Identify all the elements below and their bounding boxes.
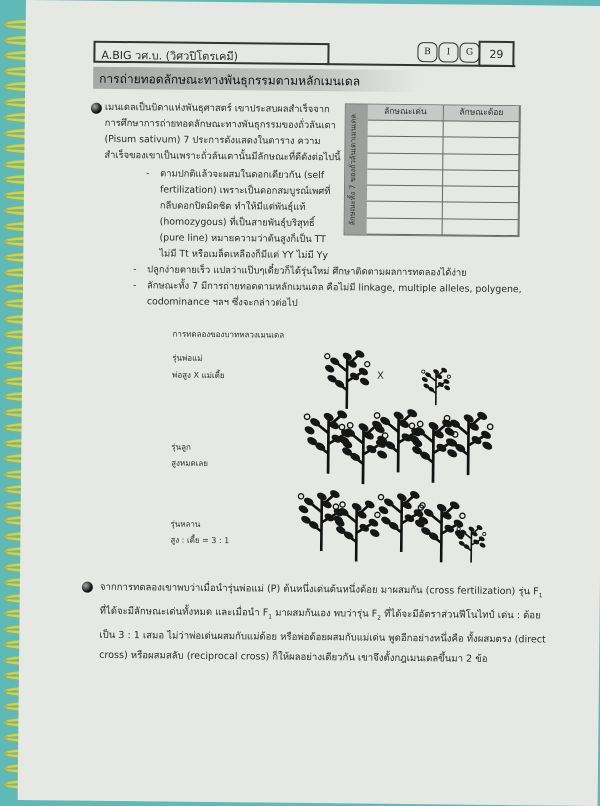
conclusion-block: [99, 578, 552, 671]
list-item: - ลักษณะทั้ง 7 มีการถ่ายทอดตามหลักเมนเดล คือไม่มี linkage, multiple alleles, polygene, codominance ฯลฯ ซึ่งจะกล่าวต่อไป: [133, 278, 553, 314]
table-side-label: ลักษณะทั้ง 7 ของถั่วลันเตาเมนเดล: [345, 104, 368, 234]
intro-block: [104, 100, 345, 167]
list-item: - ปลูกง่ายตายเร็ว แปลว่าแป๊บๆเดี๋ยวก็ได้รุ่นใหม่ ศึกษาติดตามผลการทดลองได้ง่าย: [133, 262, 553, 282]
pea-plant-icon: [455, 523, 487, 563]
list-item: - ตามปกติแล้วจะผสมในดอกเดียวกัน (self fertilization) เพราะเป็นดอกสมบูรณ์เพศที่กลีบดอกปิดมิดชิด ทำให้มีแต่พันธุ์แท้ (homozygous) ที่เป็นสายพันธุ์บริสุทธิ์ (pure line) หมายความว่าต้นสูงก็เป็น TT ไม่มี Tt หรือเมล็ดเหลืองก็มีแต่ YY ไม่มี Yy: [145, 166, 341, 264]
subscript: 1: [538, 592, 543, 600]
gen-f1-desc: สูงหมดเลย: [171, 458, 209, 468]
logo-hex-g: G: [459, 43, 479, 63]
text-run: มาผสมกันเอง พบว่ารุ่น F: [272, 607, 378, 620]
traits-list: [145, 166, 341, 264]
pea-plant-icon: [441, 407, 496, 475]
header-dominant: ลักษณะเด่น: [368, 105, 444, 122]
section-title: การถ่ายทอดลักษณะทางพันธุกรรมตามหลักเมนเดล: [93, 67, 419, 92]
gen-f2-label: รุ่นหลาน: [170, 519, 201, 529]
page-number: 29: [478, 41, 514, 67]
traits-list-continued: [133, 262, 553, 314]
conclusion-paragraph: [99, 578, 552, 671]
subscript: 1: [268, 613, 273, 621]
cross-symbol: X: [377, 370, 384, 382]
bullet-icon: [82, 582, 93, 593]
text-run: ที่ได้จะมีอัตราส่วนฟีโนไทป์ เด่น : ด้อย เป็น 3 : 1 เสมอ ไม่ว่าพ่อเด่นผสมกับแม่ด้อย หรือพ่อด้อยผสมกับแม่เด่น พูดอีกอย่างหนึ่งคือ ทั้งผสมตรง (direct cross) หรือผสมสลับ (reciprocal cross) ก็ให้ผลอย่างเดียวกัน เขาจึงตั้งกฎเมนเดลขึ้นมา 2 ข้อ: [99, 608, 546, 665]
logo-hex-i: I: [438, 42, 458, 62]
pea-plant-icon: [322, 346, 373, 409]
pea-plant-icon: [420, 365, 452, 405]
header-title: A.BIG วศ.บ. (วิศวปิโตรเคมี): [93, 41, 329, 65]
diagram-title: การทดลองของบาทหลวงเมนเดล: [172, 329, 285, 340]
big-logo: [417, 42, 479, 63]
text-run: จากการทดลองเขาพบว่าเมื่อนำรุ่นพ่อแม่ (P) ต้นหนึ่งเด่นต้นหนึ่งด้อย มาผสมกัน (cross fertilization) รุ่น F: [99, 581, 539, 598]
book-page: [18, 0, 600, 806]
gen-f1-label: รุ่นลูก: [171, 442, 191, 452]
gen-p-desc: พ่อสูง X แม่เตี้ย: [172, 370, 225, 381]
content-column: [99, 100, 557, 671]
logo-hex-b: B: [417, 42, 437, 62]
gen-p-label: รุ่นพ่อแม่: [172, 353, 203, 363]
header-recessive: ลักษณะด้อย: [444, 105, 520, 122]
mendel-experiment-diagram: [170, 325, 552, 565]
gen-f2-desc: สูง : เตี้ย = 3 : 1: [170, 535, 230, 546]
intro-paragraph: เมนเดลเป็นบิดาแห่งพันธุศาสตร์ เขาประสบผลสำเร็จจากการศึกษาการถ่ายทอดลักษณะทางพันธุกรรมของถั่วลันเตา (Pisum sativum) 7 ประการดังแสดงในตาราง ความสำเร็จของเขาเป็นเพราะถั่วลันเตานั้นมีลักษณะที่ดีดังต่อไปนี้: [104, 101, 341, 164]
bullet-icon: [91, 103, 102, 114]
text-run: ที่ได้จะมีลักษณะเด่นทั้งหมด และเมื่อนำ F: [99, 605, 269, 619]
subscript: 2: [377, 614, 382, 622]
